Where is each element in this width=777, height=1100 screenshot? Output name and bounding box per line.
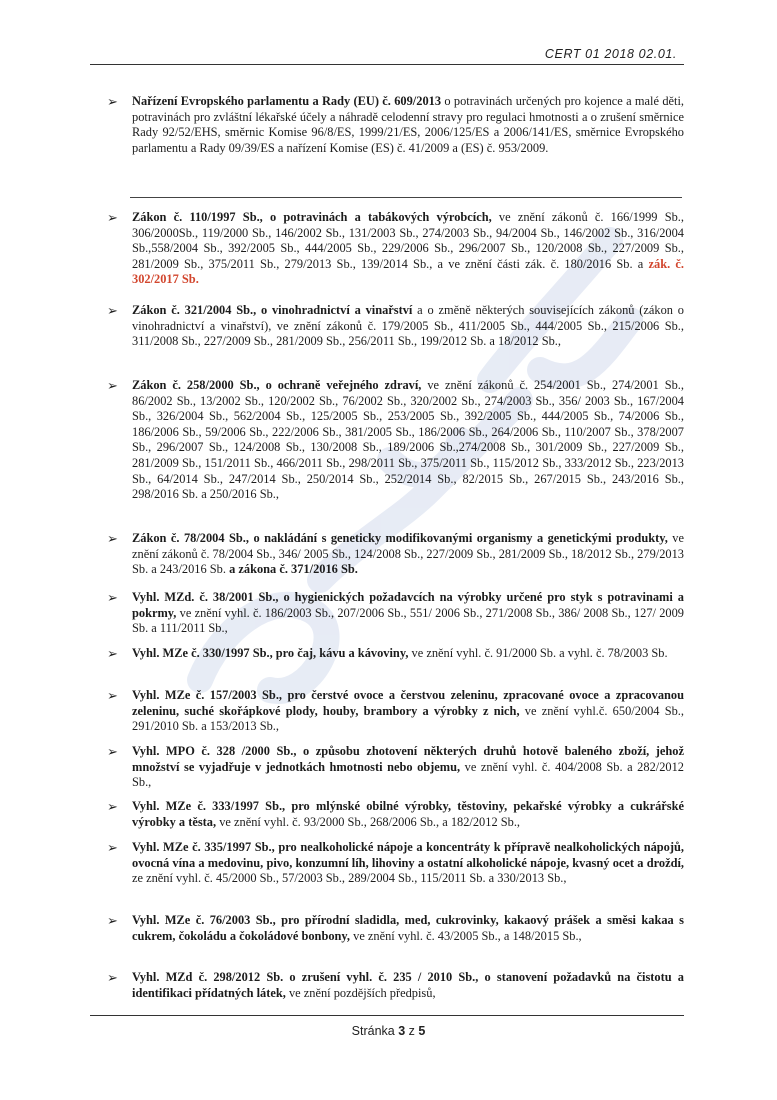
item-title: Vyhl. MZd. č. 38/2001 Sb., o hygienických požadavcích na výrobky určené pro styk s potravinami a pokrmy, xyxy=(132,590,684,620)
list-item xyxy=(107,913,684,944)
footer-divider xyxy=(90,1015,684,1016)
arrow-bullet-icon: ➢ xyxy=(107,532,118,547)
item-text: ve znění vyhl. č. 93/2000 Sb., 268/2006 Sb., a 182/2012 Sb., xyxy=(216,814,521,829)
arrow-bullet-icon: ➢ xyxy=(107,95,118,110)
item-text: ve znění vyhl. č. 43/2005 Sb., a 148/2015 Sb., xyxy=(350,928,582,943)
list-item xyxy=(107,378,684,503)
list-item xyxy=(107,970,684,1001)
list-item xyxy=(107,94,684,156)
list-item xyxy=(107,744,684,791)
header-divider xyxy=(90,64,684,65)
section-divider xyxy=(130,197,682,198)
item-text: ve znění zákonů č. 78/2004 Sb., 346/ 2005 Sb., 124/2008 Sb., 227/2009 Sb., 281/2009 Sb., 18/2012 Sb., 279/2013 Sb. a 243/2016 Sb. xyxy=(132,531,684,577)
item-text: ve znění zákonů č. 166/1999 Sb., 306/2000Sb., 119/2000 Sb., 146/2002 Sb., 131/2003 Sb., 274/2003 Sb., 94/2004 Sb., 146/2002 Sb., 316/2004 Sb.,558/2004 Sb., 392/2005 Sb., 444/2005 Sb., 229/2006 Sb., 296/2007 Sb., 120/2008 Sb., 227/2009 Sb., 281/2009 Sb., 375/2011 Sb., 279/2013 Sb., 139/2014 Sb., a ve znění části zák. č. 180/2016 Sb. a xyxy=(132,210,684,271)
list-item xyxy=(107,688,684,735)
item-title: Vyhl. MZe č. 76/2003 Sb., pro přírodní sladidla, med, cukrovinky, kakaový prášek a směsi kakaa s cukrem, čokoládu a čokoládové bonbony, xyxy=(132,913,684,943)
item-text: ve znění vyhl. č. 186/2003 Sb., 207/2006 Sb., 551/ 2006 Sb., 271/2008 Sb., 386/ 2008 Sb., 127/ 2009 Sb. a 111/2011 Sb., xyxy=(132,605,684,636)
list-item xyxy=(107,303,684,350)
item-title: Vyhl. MZe č. 333/1997 Sb., pro mlýnské obilné výrobky, těstoviny, pekařské výrobky a cukrářské výrobky a těsta, xyxy=(132,799,684,829)
arrow-bullet-icon: ➢ xyxy=(107,800,118,815)
item-title: Zákon č. 321/2004 Sb., o vinohradnictví a vinařství xyxy=(132,303,413,317)
item-title: Vyhl. MZe č. 157/2003 Sb., pro čerstvé ovoce a čerstvou zeleninu, zpracované ovoce a zpracovanou zeleninu, suché skořápkové plody, houby, brambory a výrobky z nich, xyxy=(132,688,684,718)
item-text: ve znění vyhl.č. 650/2004 Sb., 291/2010 Sb. a 153/2013 Sb., xyxy=(132,703,684,734)
arrow-bullet-icon: ➢ xyxy=(107,914,118,929)
list-item xyxy=(107,531,684,578)
item-title: Zákon č. 258/2000 Sb., o ochraně veřejného zdraví, xyxy=(132,378,422,392)
item-text: ve znění vyhl. č. 91/2000 Sb. a vyhl. č. 78/2003 Sb. xyxy=(408,646,668,660)
page-label: Stránka xyxy=(351,1024,395,1038)
page-total: 5 xyxy=(418,1024,426,1038)
item-title: Zákon č. 110/1997 Sb., o potravinách a tabákových výrobcích, xyxy=(132,210,492,224)
item-text: ve znění zákonů č. 254/2001 Sb., 274/2001 Sb., 86/2002 Sb., 13/2002 Sb., 120/2002 Sb., 76/2002 Sb., 320/2002 Sb., 274/2003 Sb., 356/ 2003 Sb., 167/2004 Sb., 326/2004 Sb., 562/2004 Sb., 125/2005 Sb., 253/2005 Sb., 392/2005 Sb., 444/2005 Sb., 74/2006 Sb., 186/2006 Sb., 59/2006 Sb., 222/2006 Sb., 381/2005 Sb., 186/2006 Sb., 264/2006 Sb., 110/2007 Sb., 378/2007 Sb., 296/2007 Sb., 124/2008 Sb., 130/2008 Sb., 189/2006 Sb.,274/2008 Sb., 301/2009 Sb., 227/2009 Sb., 281/2009 Sb., 151/2011 Sb., 466/2011 Sb., 298/2011 Sb., 375/2011 Sb., 115/2012 Sb., 333/2012 Sb., 223/2013 Sb., 64/2014 Sb., 247/2014 Sb., 250/2014 Sb., 252/2014 Sb., 82/2015 Sb., 267/2015 Sb., 243/2016 Sb., 298/2016 Sb. a 250/2016 Sb., xyxy=(132,378,684,502)
arrow-bullet-icon: ➢ xyxy=(107,211,118,226)
item-highlight: zák. č. 302/2017 Sb. xyxy=(132,256,684,287)
item-title: Zákon č. 78/2004 Sb., o nakládání s geneticky modifikovanými organismy a genetickými produkty, xyxy=(132,531,668,545)
item-title: Vyhl. MZd č. 298/2012 Sb. o zrušení vyhl. č. 235 / 2010 Sb., o stanovení požadavků na čistotu a identifikaci přídatných látek, xyxy=(132,970,684,1000)
item-title-suffix: a zákona č. 371/2016 Sb. xyxy=(225,562,358,577)
document-code: CERT 01 2018 02.01. xyxy=(544,47,677,61)
item-text: ve znění pozdějších předpisů, xyxy=(285,985,436,1000)
page-current: 3 xyxy=(398,1024,406,1038)
list-item xyxy=(107,799,684,830)
arrow-bullet-icon: ➢ xyxy=(107,379,118,394)
item-title: Vyhl. MZe č. 335/1997 Sb., pro nealkoholické nápoje a koncentráty k přípravě nealkoholických nápojů, ovocná vína a medovinu, pivo, konzumní líh, lihoviny a ostatní alkoholické nápoje, kvasný ocet a droždí, xyxy=(132,840,684,870)
arrow-bullet-icon: ➢ xyxy=(107,304,118,319)
arrow-bullet-icon: ➢ xyxy=(107,841,118,856)
page-number xyxy=(0,1024,777,1038)
item-text: o potravinách určených pro kojence a malé děti, potravinách pro zvláštní lékařské účely a náhradě celodenní stravy pro regulaci hmotnosti a o zrušení směrnice Rady 92/52/EHS, směrnic Komise 96/8/ES, 1999/21/ES, 2006/125/ES a 2006/141/ES, směrnice Evropského parlamentu a Rady 09/39/ES a nařízení Komise (ES) č. 41/2009 a (ES) č. 953/2009. xyxy=(132,94,684,155)
item-text: ve znění vyhl. č. 404/2008 Sb. a 282/2012 Sb., xyxy=(132,759,684,790)
arrow-bullet-icon: ➢ xyxy=(107,689,118,704)
item-text: a o změně některých souvisejících zákonů (zákon o vinohradnictví a vinařství), ve znění zákonů č. 179/2005 Sb., 411/2005 Sb., 444/2005 Sb., 215/2006 Sb., 311/2008 Sb., 227/2009 Sb., 281/2009 Sb., 256/2011 Sb., 199/2012 Sb. a 18/2012 Sb., xyxy=(132,303,684,349)
item-text: ze znění vyhl. č. 45/2000 Sb., 57/2003 Sb., 289/2004 Sb., 115/2011 Sb. a 330/2013 Sb., xyxy=(132,871,567,886)
arrow-bullet-icon: ➢ xyxy=(107,647,118,662)
arrow-bullet-icon: ➢ xyxy=(107,971,118,986)
arrow-bullet-icon: ➢ xyxy=(107,591,118,606)
item-title: Vyhl. MPO č. 328 /2000 Sb., o způsobu zhotovení některých druhů hotově baleného zboží, jehož množství se vyjadřuje v jednotkách hmotnosti nebo objemu, xyxy=(132,744,684,774)
list-item xyxy=(107,840,684,887)
list-item xyxy=(107,590,684,637)
item-title: Vyhl. MZe č. 330/1997 Sb., pro čaj, kávu a kávoviny, xyxy=(132,646,409,660)
list-item xyxy=(107,210,684,288)
item-title: Nařízení Evropského parlamentu a Rady (EU) č. 609/2013 xyxy=(132,94,442,108)
arrow-bullet-icon: ➢ xyxy=(107,745,118,760)
list-item xyxy=(107,646,684,662)
page-separator: z xyxy=(408,1024,415,1038)
